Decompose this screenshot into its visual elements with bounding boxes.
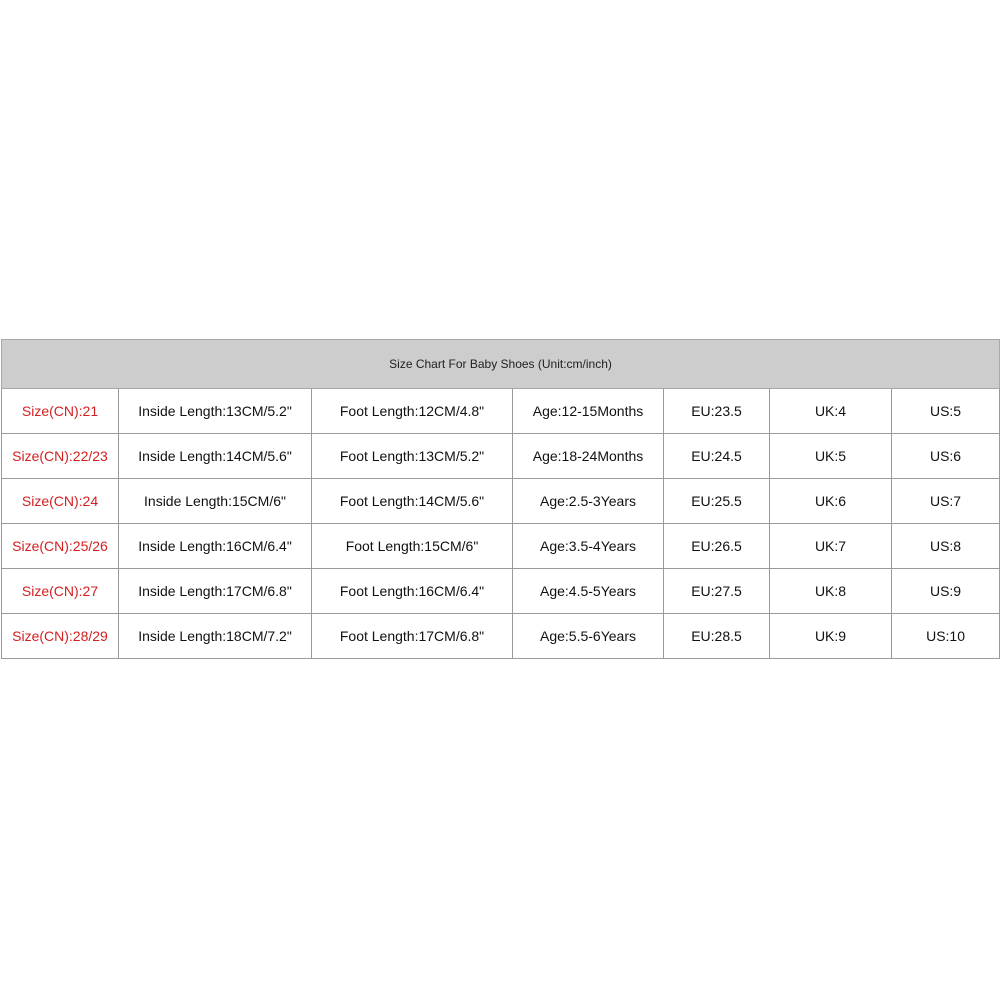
inside-length-cell: Inside Length:15CM/6" — [119, 479, 312, 524]
eu-size-cell: EU:27.5 — [664, 569, 770, 614]
inside-length-cell: Inside Length:14CM/5.6" — [119, 434, 312, 479]
eu-size-cell: EU:28.5 — [664, 614, 770, 659]
uk-size-cell: UK:5 — [770, 434, 892, 479]
uk-size-cell: UK:9 — [770, 614, 892, 659]
us-size-cell: US:5 — [892, 389, 1000, 434]
inside-length-cell: Inside Length:18CM/7.2" — [119, 614, 312, 659]
uk-size-cell: UK:8 — [770, 569, 892, 614]
foot-length-cell: Foot Length:12CM/4.8" — [312, 389, 513, 434]
eu-size-cell: EU:24.5 — [664, 434, 770, 479]
table-row — [2, 389, 1000, 434]
us-size-cell: US:9 — [892, 569, 1000, 614]
uk-size-cell: UK:6 — [770, 479, 892, 524]
table-row — [2, 434, 1000, 479]
size-cn-cell: Size(CN):25/26 — [2, 524, 119, 569]
age-cell: Age:4.5-5Years — [513, 569, 664, 614]
us-size-cell: US:7 — [892, 479, 1000, 524]
foot-length-cell: Foot Length:14CM/5.6" — [312, 479, 513, 524]
size-cn-cell: Size(CN):28/29 — [2, 614, 119, 659]
eu-size-cell: EU:25.5 — [664, 479, 770, 524]
us-size-cell: US:6 — [892, 434, 1000, 479]
inside-length-cell: Inside Length:17CM/6.8" — [119, 569, 312, 614]
size-chart-table — [1, 339, 1000, 659]
age-cell: Age:12-15Months — [513, 389, 664, 434]
us-size-cell: US:10 — [892, 614, 1000, 659]
size-cn-cell: Size(CN):22/23 — [2, 434, 119, 479]
table-row — [2, 479, 1000, 524]
age-cell: Age:18-24Months — [513, 434, 664, 479]
uk-size-cell: UK:7 — [770, 524, 892, 569]
table-row — [2, 569, 1000, 614]
size-cn-cell: Size(CN):24 — [2, 479, 119, 524]
table-header-row — [2, 340, 1000, 389]
foot-length-cell: Foot Length:15CM/6" — [312, 524, 513, 569]
foot-length-cell: Foot Length:17CM/6.8" — [312, 614, 513, 659]
eu-size-cell: EU:23.5 — [664, 389, 770, 434]
age-cell: Age:3.5-4Years — [513, 524, 664, 569]
eu-size-cell: EU:26.5 — [664, 524, 770, 569]
size-cn-cell: Size(CN):27 — [2, 569, 119, 614]
uk-size-cell: UK:4 — [770, 389, 892, 434]
table-row — [2, 614, 1000, 659]
table-row — [2, 524, 1000, 569]
inside-length-cell: Inside Length:16CM/6.4" — [119, 524, 312, 569]
us-size-cell: US:8 — [892, 524, 1000, 569]
inside-length-cell: Inside Length:13CM/5.2" — [119, 389, 312, 434]
foot-length-cell: Foot Length:16CM/6.4" — [312, 569, 513, 614]
age-cell: Age:5.5-6Years — [513, 614, 664, 659]
age-cell: Age:2.5-3Years — [513, 479, 664, 524]
foot-length-cell: Foot Length:13CM/5.2" — [312, 434, 513, 479]
size-cn-cell: Size(CN):21 — [2, 389, 119, 434]
chart-title: Size Chart For Baby Shoes (Unit:cm/inch) — [2, 340, 1000, 389]
